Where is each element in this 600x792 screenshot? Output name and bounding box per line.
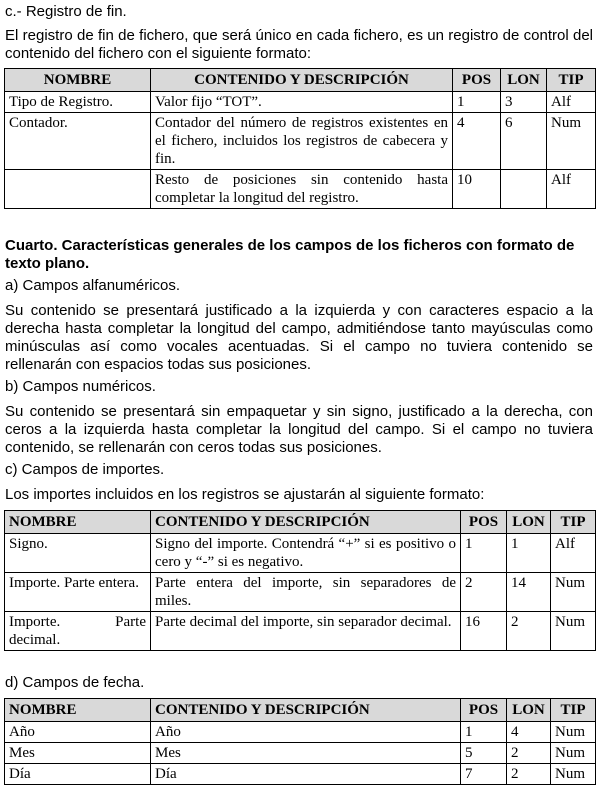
- table-row: [5, 743, 596, 764]
- table-row: [5, 573, 596, 612]
- table-cell: Num: [551, 573, 596, 612]
- section-cuarto-heading: Cuarto. Características generales de los campos de los ficheros con formato de texto plano.: [5, 237, 575, 272]
- subsection-b-text: Su contenido se presentará sin empaquetar y sin signo, justificado a la derecha, con ceros a la izquierda hasta completar la longitud del campo. Si el campo no tuviera contenido, se rellenarán con ceros todas sus posiciones.: [5, 403, 593, 456]
- column-header: TIP: [551, 699, 596, 722]
- table-cell: Año: [151, 722, 461, 743]
- table-cell: Contador.: [5, 113, 151, 170]
- table-cell: 2: [507, 612, 551, 651]
- column-header: TIP: [547, 69, 596, 92]
- table-cell: Importe. Parte decimal.: [5, 612, 151, 651]
- section-c-intro: El registro de fin de fichero, que será único en cada fichero, es un registro de control del contenido del fichero con el siguiente formato:: [5, 27, 593, 62]
- table-cell: 4: [453, 113, 501, 170]
- table-cell: 14: [507, 573, 551, 612]
- column-header: CONTENIDO Y DESCRIPCIÓN: [151, 69, 453, 92]
- column-header: CONTENIDO Y DESCRIPCIÓN: [151, 511, 461, 534]
- column-header: TIP: [551, 511, 596, 534]
- subsection-c-header: c) Campos de importes.: [5, 461, 165, 478]
- amounts-table: [4, 510, 596, 651]
- table-cell: 1: [461, 534, 507, 573]
- column-header: POS: [461, 699, 507, 722]
- column-header: LON: [507, 511, 551, 534]
- table-cell: 2: [507, 764, 551, 785]
- table-cell: Mes: [5, 743, 151, 764]
- table-row: [5, 534, 596, 573]
- column-header: NOMBRE: [5, 699, 151, 722]
- subsection-c-text: Los importes incluidos en los registros se ajustarán al siguiente formato:: [5, 486, 485, 503]
- table-row: [5, 170, 596, 209]
- subsection-b-header: b) Campos numéricos.: [5, 378, 156, 395]
- table-cell: Mes: [151, 743, 461, 764]
- table-row: [5, 764, 596, 785]
- section-c-header: c.- Registro de fin.: [5, 3, 127, 20]
- table-cell: 6: [501, 113, 547, 170]
- table-cell: Contador del número de registros existentes en el fichero, incluidos los registros de cabecera y fin.: [151, 113, 453, 170]
- table-cell: Día: [5, 764, 151, 785]
- table-header-row: [5, 699, 596, 722]
- column-header: CONTENIDO Y DESCRIPCIÓN: [151, 699, 461, 722]
- table-cell: [501, 170, 547, 209]
- table-cell: Num: [547, 113, 596, 170]
- subsection-a-text: Su contenido se presentará justificado a la izquierda y con caracteres espacio a la derecha hasta completar la longitud del campo, admitiéndose tanto mayúsculas como minúsculas así como vocales acentuadas. Si el campo no tuviera contenido se rellenarán con espacios todas sus posiciones.: [5, 302, 593, 373]
- subsection-a-header: a) Campos alfanuméricos.: [5, 277, 181, 294]
- table-cell: Alf: [547, 170, 596, 209]
- table-row: [5, 92, 596, 113]
- table-cell: 1: [461, 722, 507, 743]
- table-cell: Tipo de Registro.: [5, 92, 151, 113]
- table-cell: Num: [551, 722, 596, 743]
- table-cell: [5, 170, 151, 209]
- table-cell: Num: [551, 612, 596, 651]
- table-cell: Parte decimal del importe, sin separador decimal.: [151, 612, 461, 651]
- table-cell: 2: [507, 743, 551, 764]
- table-cell: 7: [461, 764, 507, 785]
- column-header: POS: [461, 511, 507, 534]
- table-cell: 5: [461, 743, 507, 764]
- table-cell: Signo del importe. Contendrá “+” si es positivo o cero y “-” si es negativo.: [151, 534, 461, 573]
- column-header: LON: [507, 699, 551, 722]
- column-header: NOMBRE: [5, 511, 151, 534]
- table-header-row: [5, 511, 596, 534]
- table-cell: Alf: [551, 534, 596, 573]
- table-cell: Día: [151, 764, 461, 785]
- table-row: [5, 612, 596, 651]
- table-row: [5, 113, 596, 170]
- table-cell: Año: [5, 722, 151, 743]
- end-record-table: [4, 68, 596, 209]
- table-cell: Resto de posiciones sin contenido hasta completar la longitud del registro.: [151, 170, 453, 209]
- table-cell: Num: [551, 764, 596, 785]
- table-cell: Signo.: [5, 534, 151, 573]
- table-cell: Num: [551, 743, 596, 764]
- column-header: POS: [453, 69, 501, 92]
- table-cell: Importe. Parte entera.: [5, 573, 151, 612]
- table-row: [5, 722, 596, 743]
- date-fields-table: [4, 698, 596, 785]
- table-cell: 1: [453, 92, 501, 113]
- table-cell: Parte entera del importe, sin separadores de miles.: [151, 573, 461, 612]
- column-header: NOMBRE: [5, 69, 151, 92]
- table-cell: Alf: [547, 92, 596, 113]
- table-cell: Valor fijo “TOT”.: [151, 92, 453, 113]
- table-cell: 4: [507, 722, 551, 743]
- table-cell: 10: [453, 170, 501, 209]
- table-cell: 1: [507, 534, 551, 573]
- subsection-d-header: d) Campos de fecha.: [5, 674, 145, 691]
- column-header: LON: [501, 69, 547, 92]
- table-cell: 2: [461, 573, 507, 612]
- table-cell: 3: [501, 92, 547, 113]
- table-header-row: [5, 69, 596, 92]
- table-cell: 16: [461, 612, 507, 651]
